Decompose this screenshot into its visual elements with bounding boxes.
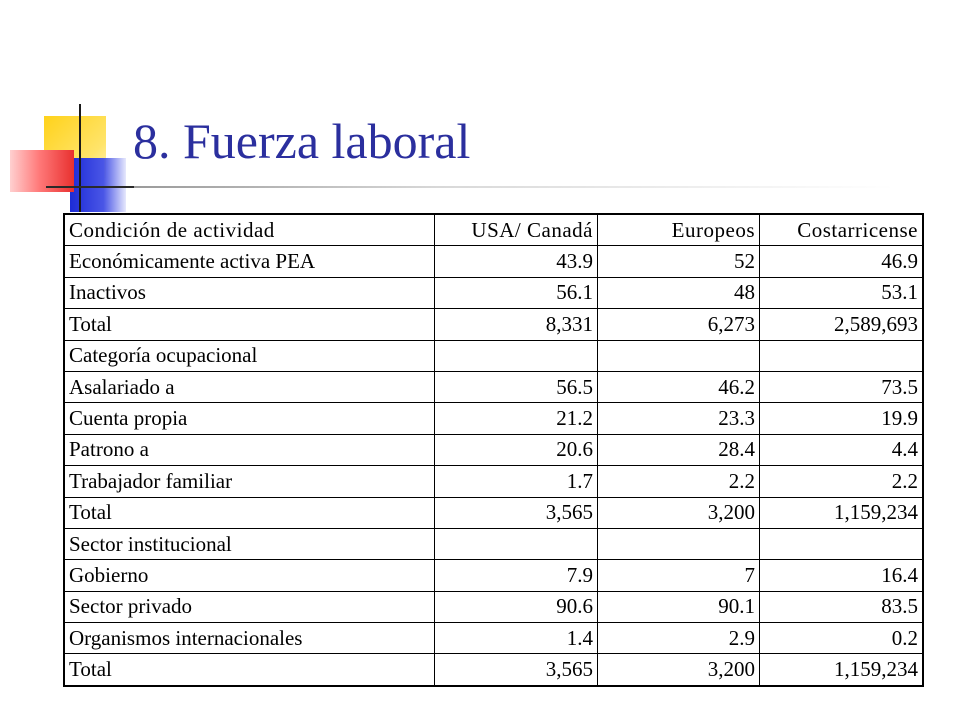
row-label: Trabajador familiar [64,466,435,497]
cell-costarricense: 16.4 [760,560,924,591]
table-row [64,591,923,622]
cell-costarricense: 53.1 [760,277,924,308]
cell-usa-canada: 1.7 [435,466,598,497]
cell-europeos: 28.4 [598,434,760,465]
cell-costarricense: 19.9 [760,403,924,434]
cell-europeos: 48 [598,277,760,308]
table-row [64,246,923,277]
table-row [64,309,923,340]
cell-europeos: 2.9 [598,623,760,654]
slide-title: 8. Fuerza laboral [133,113,471,169]
decor-horizontal-line [46,186,134,188]
cell-europeos [598,528,760,559]
header-usa-canada: USA/ Canadá [435,214,598,246]
row-label: Gobierno [64,560,435,591]
cell-usa-canada [435,528,598,559]
cell-europeos [598,340,760,371]
cell-europeos: 7 [598,560,760,591]
table-row [64,623,923,654]
cell-costarricense: 0.2 [760,623,924,654]
row-label: Categoría ocupacional [64,340,435,371]
table-body [64,214,923,686]
row-label: Económicamente activa PEA [64,246,435,277]
cell-usa-canada: 43.9 [435,246,598,277]
cell-europeos: 52 [598,246,760,277]
cell-costarricense: 83.5 [760,591,924,622]
row-label: Total [64,497,435,528]
table-header-row [64,214,923,246]
table-row [64,371,923,402]
table-row [64,277,923,308]
cell-costarricense [760,528,924,559]
cell-costarricense: 2,589,693 [760,309,924,340]
table-row [64,560,923,591]
cell-usa-canada: 3,565 [435,497,598,528]
header-condicion: Condición de actividad [64,214,435,246]
cell-europeos: 2.2 [598,466,760,497]
cell-usa-canada: 1.4 [435,623,598,654]
row-label: Asalariado a [64,371,435,402]
cell-usa-canada: 3,565 [435,654,598,686]
cell-europeos: 6,273 [598,309,760,340]
row-label: Cuenta propia [64,403,435,434]
row-label: Sector institucional [64,528,435,559]
cell-usa-canada: 20.6 [435,434,598,465]
row-label: Inactivos [64,277,435,308]
table-row [64,528,923,559]
table-row [64,403,923,434]
cell-costarricense [760,340,924,371]
cell-costarricense: 1,159,234 [760,654,924,686]
cell-europeos: 3,200 [598,497,760,528]
cell-usa-canada: 90.6 [435,591,598,622]
row-label: Total [64,309,435,340]
table-row [64,340,923,371]
row-label: Total [64,654,435,686]
table-row [64,497,923,528]
cell-costarricense: 4.4 [760,434,924,465]
cell-usa-canada [435,340,598,371]
cell-europeos: 90.1 [598,591,760,622]
row-label: Organismos internacionales [64,623,435,654]
header-costarricense: Costarricense [760,214,924,246]
decor-vertical-line [79,104,81,212]
cell-costarricense: 73.5 [760,371,924,402]
cell-usa-canada: 56.1 [435,277,598,308]
row-label: Sector privado [64,591,435,622]
cell-europeos: 46.2 [598,371,760,402]
cell-europeos: 3,200 [598,654,760,686]
cell-usa-canada: 7.9 [435,560,598,591]
labor-force-table [63,213,924,687]
cell-costarricense: 46.9 [760,246,924,277]
cell-costarricense: 1,159,234 [760,497,924,528]
row-label: Patrono a [64,434,435,465]
title-underline [134,186,894,188]
header-europeos: Europeos [598,214,760,246]
cell-usa-canada: 8,331 [435,309,598,340]
cell-usa-canada: 56.5 [435,371,598,402]
table-row [64,466,923,497]
table-row [64,434,923,465]
table-row [64,654,923,686]
cell-usa-canada: 21.2 [435,403,598,434]
cell-costarricense: 2.2 [760,466,924,497]
cell-europeos: 23.3 [598,403,760,434]
